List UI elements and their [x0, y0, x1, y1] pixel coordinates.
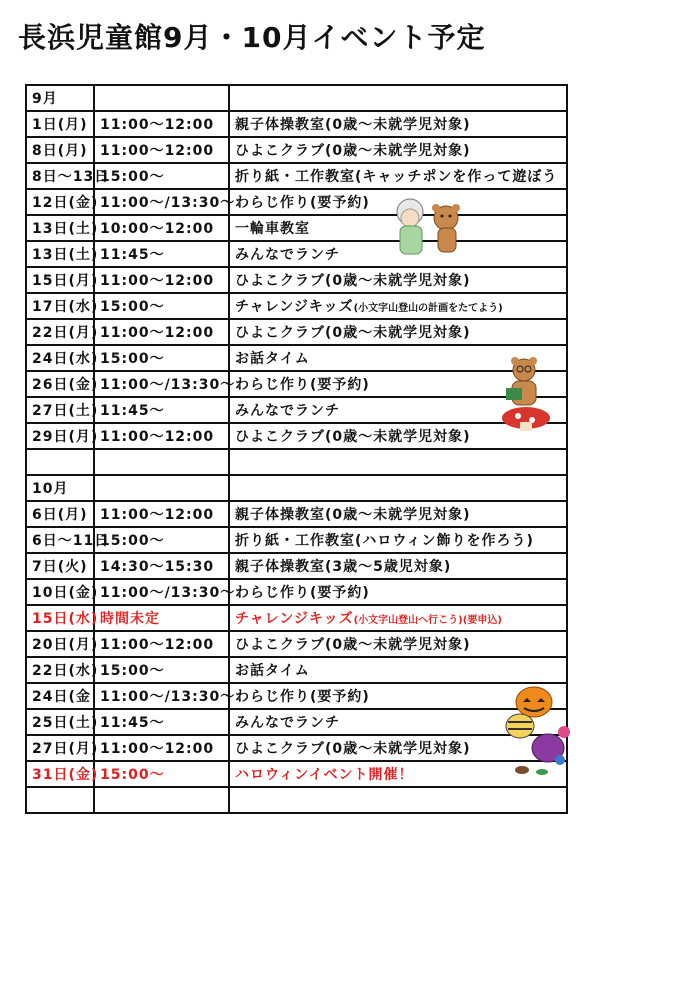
time-cell: 11:00～/13:30～ [94, 371, 229, 397]
time-cell: 11:00～12:00 [94, 319, 229, 345]
date-cell: 6日(月) [26, 501, 94, 527]
time-cell: 15:00～ [94, 527, 229, 553]
date-cell: 6日～11日 [26, 527, 94, 553]
time-cell: 11:00～12:00 [94, 631, 229, 657]
reading-bear-icon [496, 356, 556, 432]
table-row-highlight [26, 761, 567, 787]
time-cell: 11:00～12:00 [94, 137, 229, 163]
time-cell: 14:30～15:30 [94, 553, 229, 579]
table-row [26, 293, 567, 319]
time-cell: 15:00～ [94, 761, 229, 787]
event-cell: ハロウィンイベント開催！ [229, 761, 567, 787]
date-cell: 26日(金) [26, 371, 94, 397]
event-cell [229, 293, 567, 319]
date-cell: 27日(土) [26, 397, 94, 423]
table-row [26, 683, 567, 709]
month-header-row [26, 475, 567, 501]
date-cell: 24日(金 [26, 683, 94, 709]
date-cell: 22日(水) [26, 657, 94, 683]
month-label: 10月 [26, 475, 94, 501]
table-row [26, 371, 567, 397]
time-cell: 10:00～12:00 [94, 215, 229, 241]
blank-row [26, 787, 567, 813]
event-cell: 折り紙・工作教室(ハロウィン飾りを作ろう) [229, 527, 567, 553]
event-cell: お話タイム [229, 345, 567, 371]
date-cell: 13日(土) [26, 241, 94, 267]
event-cell: 折り紙・工作教室(キャッチポンを作って遊ぼう [229, 163, 567, 189]
event-cell: わらじ作り(要予約) [229, 579, 567, 605]
time-cell: 11:00～12:00 [94, 735, 229, 761]
date-cell: 10日(金) [26, 579, 94, 605]
date-cell: 8日～13日 [26, 163, 94, 189]
time-cell: 15:00～ [94, 345, 229, 371]
time-cell: 11:45～ [94, 397, 229, 423]
date-cell: 20日(月) [26, 631, 94, 657]
date-cell: 22日(月) [26, 319, 94, 345]
time-cell: 15:00～ [94, 657, 229, 683]
date-cell: 27日(月) [26, 735, 94, 761]
event-cell [229, 605, 567, 631]
time-cell: 15:00～ [94, 293, 229, 319]
date-cell: 31日(金) [26, 761, 94, 787]
time-cell: 11:45～ [94, 241, 229, 267]
event-cell: みんなでランチ [229, 241, 567, 267]
time-cell: 11:00～12:00 [94, 111, 229, 137]
event-cell: ひよこクラブ(0歳～未就学児対象) [229, 735, 567, 761]
date-cell: 1日(月) [26, 111, 94, 137]
event-cell: 親子体操教室(0歳～未就学児対象) [229, 111, 567, 137]
table-row [26, 423, 567, 449]
table-row [26, 241, 567, 267]
event-cell: みんなでランチ [229, 709, 567, 735]
event-cell: ひよこクラブ(0歳～未就学児対象) [229, 631, 567, 657]
event-cell: わらじ作り(要予約) [229, 189, 567, 215]
table-row [26, 111, 567, 137]
date-cell: 15日(月) [26, 267, 94, 293]
event-title: チャレンジキッズ [235, 611, 354, 627]
date-cell: 29日(月) [26, 423, 94, 449]
table-row [26, 553, 567, 579]
date-cell: 7日(火) [26, 553, 94, 579]
table-row [26, 137, 567, 163]
table-row [26, 345, 567, 371]
date-cell: 15日(水) [26, 605, 94, 631]
event-cell: ひよこクラブ(0歳～未就学児対象) [229, 137, 567, 163]
event-cell: 一輪車教室 [229, 215, 567, 241]
table-row [26, 215, 567, 241]
table-row [26, 501, 567, 527]
time-cell: 11:45～ [94, 709, 229, 735]
time-cell: 11:00～12:00 [94, 267, 229, 293]
event-cell: わらじ作り(要予約) [229, 683, 567, 709]
table-row [26, 319, 567, 345]
event-cell: みんなでランチ [229, 397, 567, 423]
date-cell: 17日(水) [26, 293, 94, 319]
page-title: 長浜児童館9月・10月イベント予定 [18, 21, 486, 54]
table-row [26, 657, 567, 683]
event-cell: ひよこクラブ(0歳～未就学児対象) [229, 267, 567, 293]
month-header-row [26, 85, 567, 111]
table-row [26, 579, 567, 605]
table-row [26, 267, 567, 293]
table-row [26, 709, 567, 735]
event-note: (小文字山登山の計画をたてよう) [353, 303, 503, 314]
date-cell: 8日(月) [26, 137, 94, 163]
date-cell: 25日(土) [26, 709, 94, 735]
halloween-pumpkin-icon [494, 682, 578, 778]
event-schedule-table [25, 84, 568, 814]
time-cell: 11:00～/13:30～ [94, 683, 229, 709]
month-label: 9月 [26, 85, 94, 111]
table-row [26, 735, 567, 761]
time-cell: 11:00～12:00 [94, 423, 229, 449]
event-cell: ひよこクラブ(0歳～未就学児対象) [229, 423, 567, 449]
table-row [26, 527, 567, 553]
grandma-and-bear-icon [388, 196, 470, 258]
event-title: チャレンジキッズ [235, 299, 354, 315]
event-cell: 親子体操教室(3歳～5歳児対象) [229, 553, 567, 579]
time-cell: 時間未定 [94, 605, 229, 631]
event-cell: 親子体操教室(0歳～未就学児対象) [229, 501, 567, 527]
date-cell: 24日(水) [26, 345, 94, 371]
table-row-highlight [26, 605, 567, 631]
date-cell: 13日(土) [26, 215, 94, 241]
time-cell: 11:00～12:00 [94, 501, 229, 527]
date-cell: 12日(金) [26, 189, 94, 215]
event-cell: お話タイム [229, 657, 567, 683]
time-cell: 15:00～ [94, 163, 229, 189]
table-row [26, 397, 567, 423]
table-row [26, 189, 567, 215]
table-row [26, 631, 567, 657]
blank-row [26, 449, 567, 475]
event-cell: ひよこクラブ(0歳～未就学児対象) [229, 319, 567, 345]
time-cell: 11:00～/13:30～ [94, 189, 229, 215]
event-note: (小文字山登山へ行こう)(要申込) [353, 615, 502, 626]
table-row [26, 163, 567, 189]
event-cell: わらじ作り(要予約) [229, 371, 567, 397]
time-cell: 11:00～/13:30～ [94, 579, 229, 605]
